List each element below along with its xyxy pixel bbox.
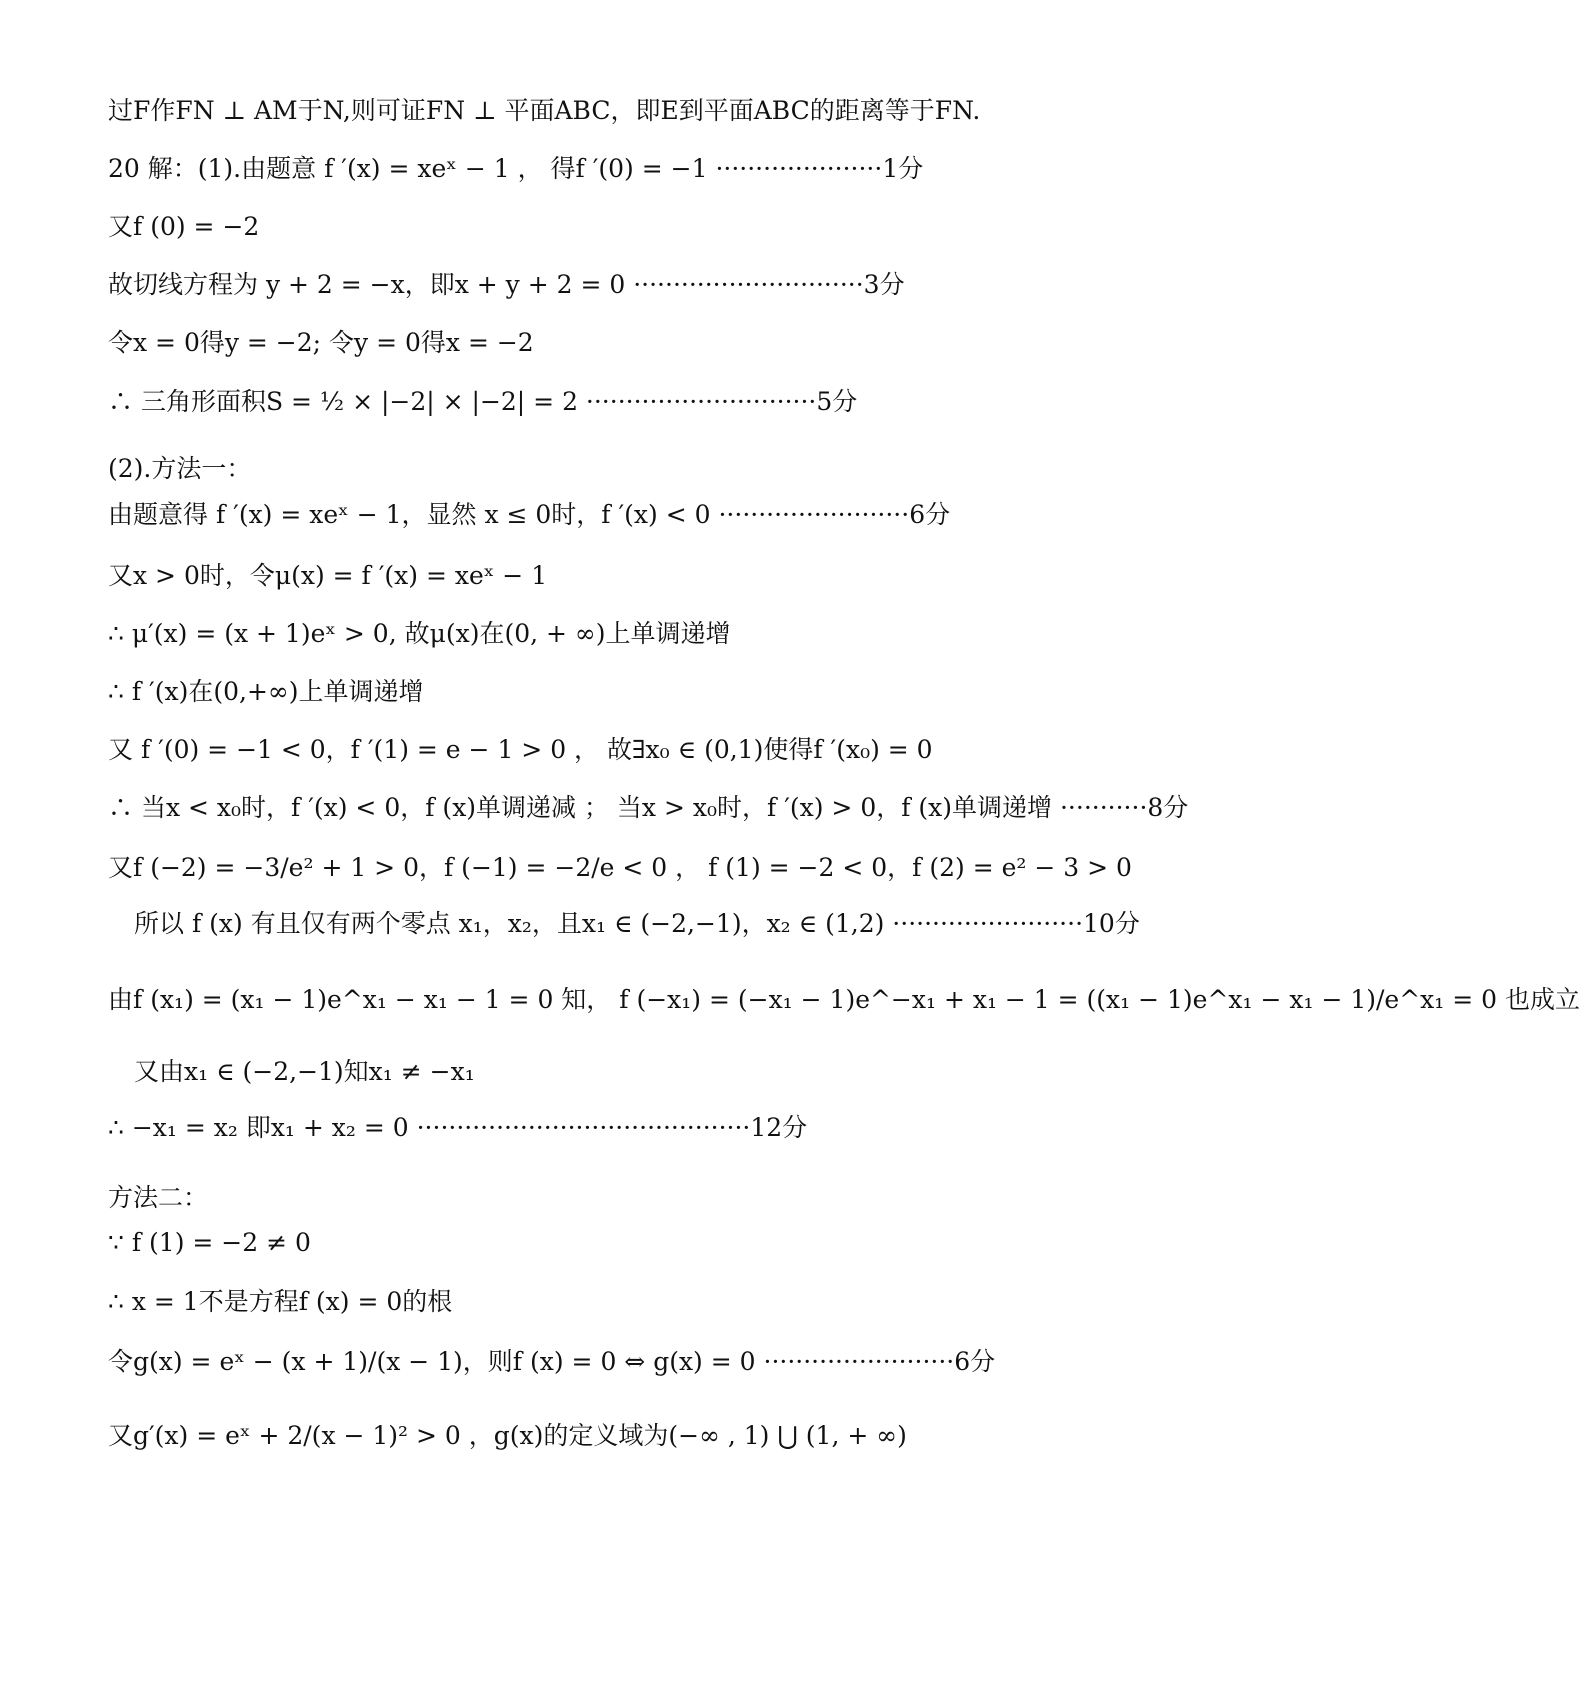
line-proof-conclusion: 过F作FN ⊥ AM于N,则可证FN ⊥ 平面ABC，即E到平面ABC的距离等于FN.	[108, 96, 981, 125]
line-f1-nonzero: ∵ f (1) = −2 ≠ 0	[108, 1228, 311, 1257]
line-method2-heading: 方法二：	[108, 1183, 209, 1212]
line-g-derivative-domain: 又g′(x) = eˣ + 2/(x − 1)² > 0 ，g(x)的定义域为(−∞ , 1) ⋃ (1, + ∞)	[108, 1421, 907, 1450]
line-two-zeros: 所以 f (x) 有且仅有两个零点 x₁，x₂，且x₁ ∈ (−2,−1)，x₂ ∈ (1,2) ························10分	[134, 909, 1140, 938]
line-tangent-equation: 故切线方程为 y + 2 = −x，即x + y + 2 = 0 ·····························3分	[108, 270, 905, 299]
line-define-g: 令g(x) = eˣ − (x + 1)/(x − 1)，则f (x) = 0 ⇔ g(x) = 0 ························6分	[108, 1347, 996, 1376]
line-function-values: 又f (−2) = −3/e² + 1 > 0，f (−1) = −2/e < 0 ， f (1) = −2 < 0，f (2) = e² − 3 > 0	[108, 853, 1132, 882]
line-derivative-sign-negative: 由题意得 f ′(x) = xeˣ − 1，显然 x ≤ 0时，f ′(x) < 0 ························6分	[108, 500, 951, 529]
line-define-mu: 又x > 0时，令μ(x) = f ′(x) = xeˣ − 1	[108, 561, 548, 590]
line-part2-method1-heading: (2).方法一：	[108, 454, 252, 483]
line-triangle-area: ∴ 三角形面积S = ½ × |−2| × |−2| = 2 ·····························5分	[108, 387, 858, 416]
line-fprime-increasing: ∴ f ′(x)在(0,+∞)上单调递增	[108, 677, 424, 706]
line-x1-not-equal: 又由x₁ ∈ (−2,−1)知x₁ ≠ −x₁	[134, 1057, 475, 1086]
line-mu-increasing: ∴ μ′(x) = (x + 1)eˣ > 0, 故μ(x)在(0, + ∞)上单调递增	[108, 619, 731, 648]
line-monotonicity: ∴ 当x < x₀时，f ′(x) < 0，f (x)单调递减 ； 当x > x₀时，f ′(x) > 0，f (x)单调递增 ···········8分	[108, 793, 1189, 822]
line-exists-x0: 又 f ′(0) = −1 < 0，f ′(1) = e − 1 > 0 ， 故∃x₀ ∈ (0,1)使得f ′(x₀) = 0	[108, 735, 933, 764]
line-f0-value: 又f (0) = −2	[108, 212, 260, 241]
line-symmetric-zero: 由f (x₁) = (x₁ − 1)e^x₁ − x₁ − 1 = 0 知， f (−x₁) = (−x₁ − 1)e^−x₁ + x₁ − 1 = ((x₁ − 1)e^x₁ − x₁ − 1)/e^x₁ = 0 也成立	[108, 985, 1580, 1014]
line-x1-not-root: ∴ x = 1不是方程f (x) = 0的根	[108, 1287, 453, 1316]
line-sum-zero-conclusion: ∴ −x₁ = x₂ 即x₁ + x₂ = 0 ··········································12分	[108, 1113, 808, 1142]
line-q20-part1-derivative: 20 解：(1).由题意 f ′(x) = xeˣ − 1 ， 得f ′(0) = −1 ·····················1分	[108, 154, 924, 183]
line-intercepts: 令x = 0得y = −2; 令y = 0得x = −2	[108, 328, 534, 357]
